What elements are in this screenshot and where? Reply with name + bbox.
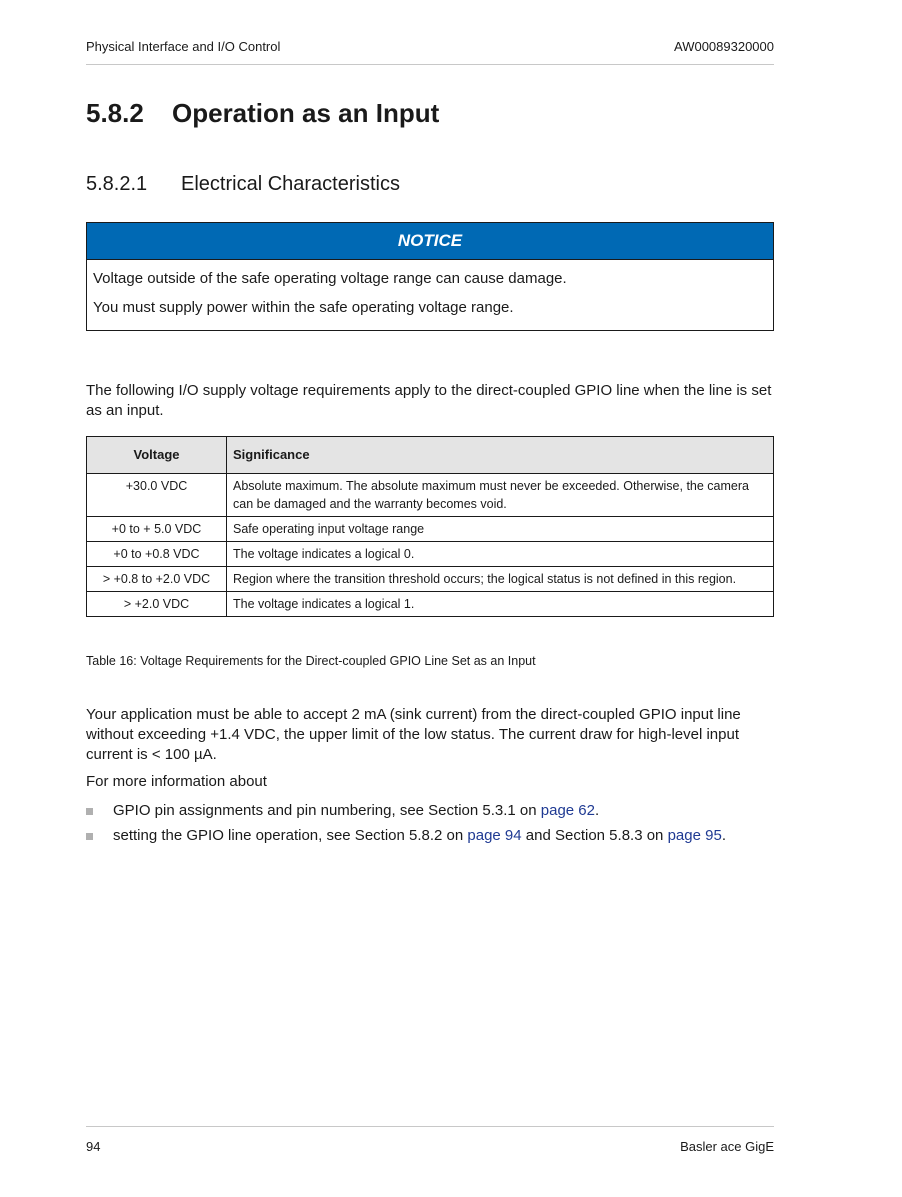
- page-link-94[interactable]: page 94: [467, 827, 522, 844]
- notice-title: NOTICE: [87, 223, 773, 260]
- cell-voltage: +0 to + 5.0 VDC: [87, 517, 227, 542]
- section-heading: [86, 98, 439, 129]
- voltage-table: [86, 436, 774, 617]
- cell-significance: Region where the transition threshold occurs; the logical status is not defined in this region.: [227, 567, 774, 592]
- list-item-mid: and Section 5.8.3 on: [521, 827, 668, 844]
- page-footer: [86, 1126, 774, 1157]
- cell-voltage: +30.0 VDC: [87, 474, 227, 517]
- reference-list: [86, 801, 726, 851]
- list-item-tail: .: [721, 827, 726, 844]
- table-caption: Table 16: Voltage Requirements for the Direct-coupled GPIO Line Set as an Input: [86, 654, 536, 668]
- table-row: [87, 592, 774, 617]
- header-chapter-title: Physical Interface and I/O Control: [86, 39, 281, 54]
- cell-significance: Absolute maximum. The absolute maximum must never be exceeded. Otherwise, the camera can be damaged and the warranty becomes void.: [227, 474, 774, 517]
- page-header: [86, 38, 774, 65]
- header-document-id: AW00089320000: [674, 39, 774, 54]
- section-title: Operation as an Input: [172, 98, 440, 128]
- table-row: [87, 542, 774, 567]
- bullet-square-icon: [86, 808, 93, 815]
- header-significance: Significance: [227, 437, 774, 474]
- list-item-text: GPIO pin assignments and pin numbering, see Section 5.3.1 on: [113, 802, 541, 819]
- bullet-square-icon: [86, 833, 93, 840]
- section-number: 5.8.2: [86, 98, 144, 128]
- cell-significance: Safe operating input voltage range: [227, 517, 774, 542]
- subsection-number: 5.8.2.1: [86, 173, 148, 195]
- list-item: [86, 801, 726, 826]
- notice-line-1: Voltage outside of the safe operating voltage range can cause damage.: [93, 270, 567, 287]
- list-item-text: setting the GPIO line operation, see Section 5.8.2 on: [113, 827, 468, 844]
- current-paragraph: Your application must be able to accept 2 mA (sink current) from the direct-coupled GPIO input line without exceeding +1.4 VDC, the upper limit of the low status. The current draw for high-level input current is < 100 µA.: [86, 706, 741, 763]
- subsection-title: Electrical Characteristics: [181, 173, 400, 195]
- cell-voltage: +0 to +0.8 VDC: [87, 542, 227, 567]
- table-row: [87, 567, 774, 592]
- intro-paragraph: The following I/O supply voltage requirements apply to the direct-coupled GPIO line when the line is set as an input.: [86, 382, 772, 419]
- cell-significance: The voltage indicates a logical 1.: [227, 592, 774, 617]
- table-row: [87, 474, 774, 517]
- notice-box: [86, 222, 774, 331]
- list-item-tail: .: [595, 802, 600, 819]
- page-link-95[interactable]: page 95: [667, 827, 722, 844]
- page-number: 94: [86, 1139, 101, 1154]
- table-header-row: [87, 437, 774, 474]
- cell-significance: The voltage indicates a logical 0.: [227, 542, 774, 567]
- page-link-62[interactable]: page 62: [540, 802, 595, 819]
- subsection-heading: [86, 173, 400, 196]
- cell-voltage: > +2.0 VDC: [87, 592, 227, 617]
- more-info-paragraph: For more information about: [86, 773, 267, 790]
- table-row: [87, 517, 774, 542]
- notice-line-2: You must supply power within the safe operating voltage range.: [93, 299, 514, 316]
- header-voltage: Voltage: [87, 437, 227, 474]
- cell-voltage: > +0.8 to +2.0 VDC: [87, 567, 227, 592]
- footer-product-name: Basler ace GigE: [680, 1139, 774, 1154]
- list-item: [86, 826, 726, 851]
